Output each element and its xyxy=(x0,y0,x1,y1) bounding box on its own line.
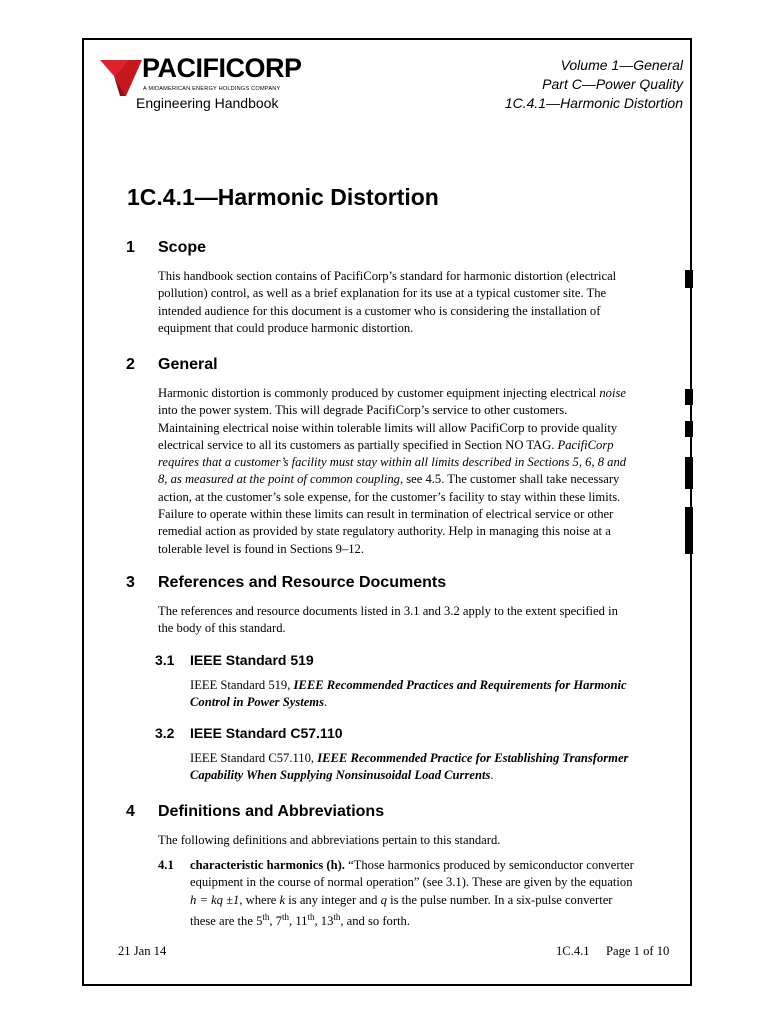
change-bar xyxy=(685,457,693,489)
general-line: tolerable level is found in Sections 9–12. xyxy=(158,541,365,556)
logo-name: PACIFICORP xyxy=(142,53,302,83)
definitions-intro-line: The following definitions and abbreviations pertain to this standard. xyxy=(158,833,501,847)
scope-paragraph xyxy=(158,268,678,337)
footer-page: Page 1 of 10 xyxy=(606,944,670,958)
ieee519-paragraph xyxy=(190,677,678,712)
definition-text: , 13 xyxy=(314,914,334,929)
definition-line: equipment in the course of normal operation” (see 3.1). These are given by the equation xyxy=(190,875,633,890)
definitions-intro xyxy=(158,832,678,849)
ref-title: IEEE Recommended Practice for Establishing Transformer xyxy=(317,751,629,765)
definition-text: , 11 xyxy=(289,914,308,929)
definition-text: , and so forth. xyxy=(340,914,410,929)
general-text: electrical service to all its customers as partially specified in Section NO TAG. xyxy=(158,437,558,452)
definition-text: these are the 5 xyxy=(190,914,263,929)
logo-tagline: A MIDAMERICAN ENERGY HOLDINGS COMPANY xyxy=(143,86,281,92)
definition-4-1-number: 4.1 xyxy=(158,858,174,872)
change-bar xyxy=(685,507,693,554)
general-line: Failure to operate within these limits can result in termination of electrical service or other xyxy=(158,507,614,522)
general-emph-line: requires that a customer’s facility must stay within all limits described in Sections 5, 6, 8 and xyxy=(158,455,627,470)
subsection-3-2-number: 3.2 xyxy=(155,725,175,741)
change-bar xyxy=(685,270,693,288)
section-2-heading: General xyxy=(158,356,218,373)
document-title: 1C.4.1—Harmonic Distortion xyxy=(127,184,439,210)
definition-text: “Those harmonics produced by semiconductor converter xyxy=(344,858,634,872)
references-paragraph xyxy=(158,603,678,638)
general-text: Harmonic distortion is commonly produced by customer equipment injecting electrical xyxy=(158,386,600,400)
definition-text: is the pulse number. In a six-pulse converter xyxy=(386,892,613,907)
general-line: Maintaining electrical noise within tolerable limits will allow PacifiCorp to provide quality xyxy=(158,420,618,435)
section-1-number: 1 xyxy=(126,239,135,256)
scope-line: pollution) control, as well as a brief explanation for its use at a typical customer site. The xyxy=(158,286,607,301)
section-4-heading: Definitions and Abbreviations xyxy=(158,803,385,820)
superscript: th xyxy=(282,911,290,922)
superscript: th xyxy=(307,911,315,922)
references-line: the body of this standard. xyxy=(158,621,286,636)
general-line: action, at the customer’s sole expense, for the customer’s facility to stay within these limits. xyxy=(158,489,621,504)
definition-text: , 7 xyxy=(269,914,282,929)
general-line: into the power system. This will degrade PacifiCorp’s service to other customers. xyxy=(158,403,568,418)
ref-text: . xyxy=(490,768,494,783)
definition-var: q xyxy=(380,892,387,907)
definition-4-1-paragraph xyxy=(190,857,678,930)
footer-section: 1C.4.1 xyxy=(556,944,590,958)
definition-term: characteristic harmonics (h). xyxy=(190,858,345,872)
change-bar xyxy=(685,421,693,437)
section-1-heading: Scope xyxy=(158,239,207,256)
footer-date: 21 Jan 14 xyxy=(118,944,167,958)
change-bar xyxy=(685,389,693,405)
definition-var: k xyxy=(279,892,286,907)
section-3-number: 3 xyxy=(126,574,135,591)
definition-text: is any integer and xyxy=(285,892,381,907)
section-2-number: 2 xyxy=(126,356,135,373)
definition-equation: h = kq ±1, xyxy=(190,892,243,907)
section-4-number: 4 xyxy=(126,803,135,820)
ref-text: . xyxy=(324,695,328,710)
subsection-3-1-number: 3.1 xyxy=(155,652,175,668)
section-3-heading: References and Resource Documents xyxy=(158,574,447,591)
references-line: The references and resource documents listed in 3.1 and 3.2 apply to the extent specified in xyxy=(158,604,618,618)
scope-line: equipment that could produce harmonic distortion. xyxy=(158,320,414,335)
ieee-c57-paragraph xyxy=(190,750,678,785)
ref-title: Control in Power Systems xyxy=(190,695,325,710)
header-right xyxy=(505,56,683,113)
general-paragraph xyxy=(158,385,678,558)
scope-line: intended audience for this document is a customer who is considering the installation of xyxy=(158,303,601,318)
superscript: th xyxy=(262,911,270,922)
subsection-3-1-heading: IEEE Standard 519 xyxy=(190,652,314,668)
general-line: remedial action as provided by state regulatory authority. Help in managing this noise at a xyxy=(158,524,611,539)
header-section: 1C.4.1—Harmonic Distortion xyxy=(504,95,683,111)
subsection-3-2-heading: IEEE Standard C57.110 xyxy=(190,725,343,741)
general-emph: 8, as measured at the point of common coupling, xyxy=(158,472,404,487)
superscript: th xyxy=(333,911,341,922)
general-text: see 4.5. The customer shall take necessary xyxy=(403,472,620,487)
ref-text: IEEE Standard C57.110, xyxy=(190,751,318,765)
ref-text: IEEE Standard 519, xyxy=(190,678,294,692)
header-part: Part C—Power Quality xyxy=(542,76,683,92)
ref-title: IEEE Recommended Practices and Requirements for Harmonic xyxy=(293,678,627,692)
general-emph: noise xyxy=(599,386,626,400)
ref-title: Capability When Supplying Nonsinusoidal Load Currents xyxy=(190,768,491,783)
definition-text: where xyxy=(242,892,280,907)
pacificorp-logo-icon xyxy=(100,58,144,98)
general-emph: PacifiCorp xyxy=(557,437,614,452)
handbook-label: Engineering Handbook xyxy=(136,95,279,111)
header-volume: Volume 1—General xyxy=(560,57,683,73)
scope-line: This handbook section contains of PacifiCorp’s standard for harmonic distortion (electrical xyxy=(158,269,617,283)
